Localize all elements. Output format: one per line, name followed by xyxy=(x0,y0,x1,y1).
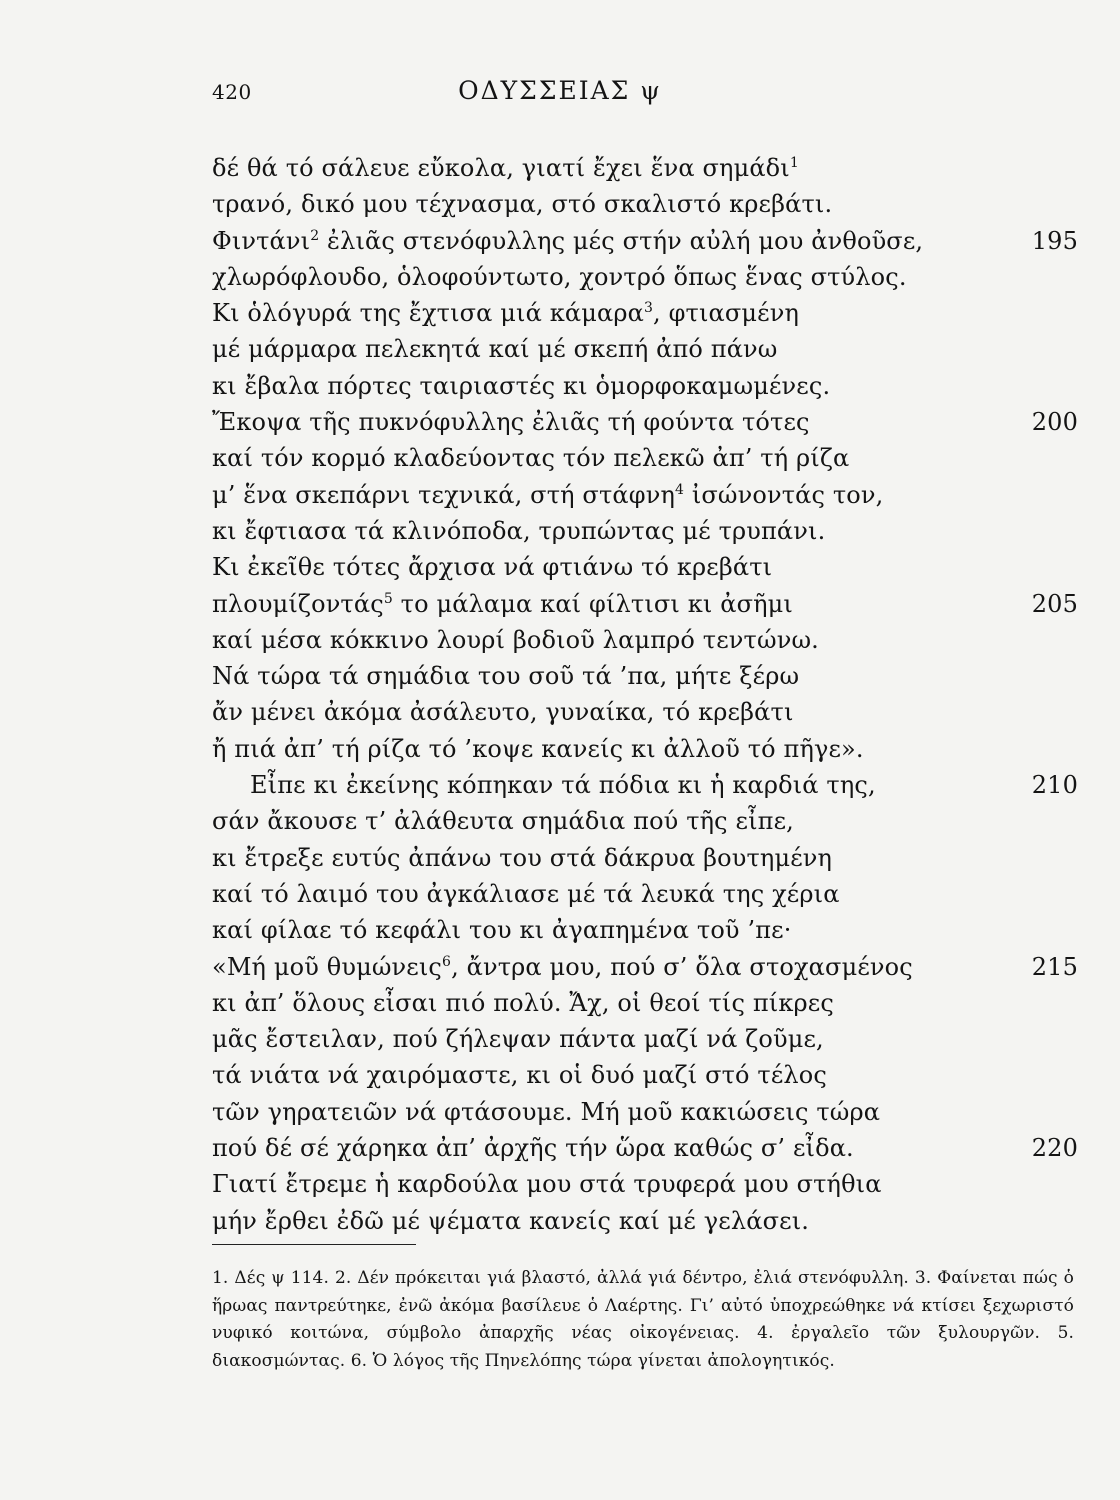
verse-text xyxy=(212,1134,854,1162)
verse-text xyxy=(212,662,799,690)
verse-text xyxy=(212,372,830,400)
verse-text xyxy=(212,590,793,618)
verse-line xyxy=(212,186,1078,222)
poem-text xyxy=(212,150,1078,1239)
verse-fragment: χλωρόφλουδο, ὁλοφούντωτο, χοντρό ὅπως ἕνας στύλος. xyxy=(212,262,907,291)
verse-line xyxy=(212,586,1078,622)
verse-fragment: μήν ἔρθει ἐδῶ μέ ψέματα κανείς καί μέ γελάσει. xyxy=(212,1206,810,1235)
verse-line xyxy=(212,876,1078,912)
verse-fragment: , ἄντρα μου, πού σ’ ὅλα στοχασμένος xyxy=(451,952,913,981)
verse-fragment: Εἶπε κι ἐκείνης κόπηκαν τά πόδια κι ἡ καρδιά της, xyxy=(250,771,876,800)
verse-text xyxy=(212,1170,882,1198)
line-number: 195 xyxy=(1031,226,1078,255)
verse-fragment: σάν ἄκουσε τ’ ἀλάθευτα σημάδια πού τῆς εἶπε, xyxy=(212,807,794,836)
verse-fragment: τά νιάτα νά χαιρόμαστε, κι οἱ δυό μαζί στό τέλος xyxy=(212,1061,827,1090)
verse-text xyxy=(212,626,819,654)
verse-fragment: Φιντάνι xyxy=(212,226,311,255)
verse-line xyxy=(212,404,1078,440)
verse-fragment: κι ἀπ’ ὅλους εἶσαι πιό πολύ. Ἄχ, οἱ θεοί τίς πίκρες xyxy=(212,988,834,1017)
verse-fragment: κι ἔβαλα πόρτες ταιριαστές κι ὁμορφοκαμωμένες. xyxy=(212,371,831,400)
footnotes xyxy=(212,1265,1074,1375)
verse-text xyxy=(212,1061,827,1089)
verse-text xyxy=(212,190,832,218)
verse-line xyxy=(212,150,1078,186)
verse-fragment: τρανό, δικό μου τέχνασμα, στό σκαλιστό κρεβάτι. xyxy=(212,190,833,219)
verse-fragment: καί τόν κορμό κλαδεύοντας τόν πελεκῶ ἀπ’ τή ρίζα xyxy=(212,444,850,473)
verse-fragment: πλουμίζοντάς xyxy=(212,589,384,618)
verse-fragment: καί μέσα κόκκινο λουρί βοδιοῦ λαμπρό τεντώνω. xyxy=(212,625,819,654)
running-title: ΟΔΥΣΣΕΙΑΣ ψ xyxy=(458,76,662,105)
line-number: 215 xyxy=(1031,952,1078,981)
verse-line xyxy=(212,223,1078,259)
verse-fragment: τῶν γηρατειῶν νά φτάσουμε. Μή μοῦ κακιώσεις τώρα xyxy=(212,1097,881,1126)
verse-line xyxy=(212,912,1078,948)
verse-fragment: το μάλαμα καί φίλτισι κι ἀσῆμι xyxy=(392,589,793,618)
verse-line xyxy=(212,295,1078,331)
verse-line xyxy=(212,477,1078,513)
verse-text xyxy=(212,880,840,908)
verse-fragment: μέ μάρμαρα πελεκητά καί μέ σκεπή ἀπό πάνω xyxy=(212,335,778,364)
verse-fragment: ἐλιᾶς στενόφυλλης μές στήν αὐλή μου ἀνθοῦσε, xyxy=(319,226,924,255)
verse-text xyxy=(212,263,907,291)
footnote-marker: 5 xyxy=(383,590,393,607)
footnote-marker: 1 xyxy=(789,155,799,171)
verse-text xyxy=(212,1207,809,1235)
line-number: 200 xyxy=(1031,408,1078,437)
verse-line xyxy=(212,1021,1078,1057)
verse-line xyxy=(212,1203,1078,1239)
footnote-marker: 3 xyxy=(643,300,654,317)
verse-fragment: Ἔκοψα τῆς πυκνόφυλλης ἐλιᾶς τή φούντα τότες xyxy=(212,408,810,437)
verse-line xyxy=(212,368,1078,404)
footnote-marker: 4 xyxy=(674,481,685,498)
verse-line xyxy=(212,513,1078,549)
verse-line xyxy=(212,622,1078,658)
verse-fragment: ἄν μένει ἀκόμα ἀσάλευτο, γυναίκα, τό κρεβάτι xyxy=(212,698,794,727)
verse-line xyxy=(212,1166,1078,1202)
verse-line xyxy=(212,767,1078,803)
verse-line xyxy=(212,694,1078,730)
verse-line xyxy=(212,1094,1078,1130)
verse-text xyxy=(212,1025,824,1053)
verse-fragment: ἰσώνοντάς τον, xyxy=(684,480,884,509)
verse-text xyxy=(212,916,792,944)
verse-line xyxy=(212,803,1078,839)
verse-line xyxy=(212,949,1078,985)
verse-line xyxy=(212,440,1078,476)
verse-line xyxy=(212,259,1078,295)
line-number: 205 xyxy=(1031,589,1078,618)
verse-fragment: κι ἔφτιασα τά κλινόποδα, τρυπώντας μέ τρυπάνι. xyxy=(212,516,826,545)
verse-text xyxy=(212,698,794,726)
verse-text xyxy=(212,335,778,363)
footnote-divider xyxy=(212,1244,416,1245)
verse-fragment: Γιατί ἔτρεμε ἡ καρδούλα μου στά τρυφερά μου στήθια xyxy=(212,1170,882,1199)
verse-text xyxy=(212,408,810,436)
verse-text xyxy=(212,553,772,581)
verse-fragment: Νά τώρα τά σημάδια του σοῦ τά ’πα, μήτε ξέρω xyxy=(212,662,800,691)
verse-text xyxy=(212,953,913,981)
page-header xyxy=(0,76,1120,116)
verse-text xyxy=(212,481,883,509)
verse-fragment: , φτιασμένη xyxy=(653,299,800,328)
verse-text xyxy=(212,444,849,472)
line-number: 220 xyxy=(1031,1134,1078,1163)
verse-line xyxy=(212,658,1078,694)
verse-text xyxy=(212,154,799,182)
verse-line xyxy=(212,1130,1078,1166)
verse-text xyxy=(212,771,876,799)
verse-fragment: «Μή μοῦ θυμώνεις xyxy=(212,952,443,981)
verse-line xyxy=(212,331,1078,367)
footnote-marker: 6 xyxy=(442,953,452,970)
verse-line xyxy=(212,840,1078,876)
verse-text xyxy=(212,1098,880,1126)
verse-text xyxy=(212,299,799,327)
line-number: 210 xyxy=(1031,771,1078,800)
verse-line xyxy=(212,549,1078,585)
verse-text xyxy=(212,844,832,872)
verse-fragment: μᾶς ἔστειλαν, πού ζήλεψαν πάντα μαζί νά ζοῦμε, xyxy=(212,1025,824,1054)
verse-line xyxy=(212,985,1078,1021)
page-number: 420 xyxy=(212,80,252,104)
verse-line xyxy=(212,1057,1078,1093)
verse-text xyxy=(212,807,794,835)
verse-line xyxy=(212,731,1078,767)
verse-text xyxy=(212,735,864,763)
verse-fragment: ἤ πιά ἀπ’ τή ρίζα τό ’κοψε κανείς κι ἀλλοῦ τό πῆγε». xyxy=(212,734,864,763)
verse-fragment: μ’ ἕνα σκεπάρνι τεχνικά, στή στάφνη xyxy=(212,480,675,509)
verse-fragment: κι ἔτρεξε ευτύς ἀπάνω του στά δάκρυα βουτημένη xyxy=(212,843,833,872)
verse-fragment: καί τό λαιμό του ἀγκάλιασε μέ τά λευκά της χέρια xyxy=(212,879,840,908)
verse-fragment: Κι ἐκεῖθε τότες ἄρχισα νά φτιάνω τό κρεβάτι xyxy=(212,553,773,582)
verse-fragment: Κι ὁλόγυρά της ἔχτισα μιά κάμαρα xyxy=(212,299,644,328)
footnote-text: 1. Δές ψ 114. 2. Δέν πρόκειται γιά βλαστό, ἀλλά γιά δέντρο, ἐλιά στενόφυλλη. 3. Φαίνεται πώς ὁ ἥρωας παντρεύτηκε, ἐνῶ ἀκόμα βασίλευε ὁ Λαέρτης. Γι’ αὐτό ὑποχρεώθηκε νά κτίσει ξεχωριστό νυφικό κοιτώνα, σύμβολο ἀπαρχῆς νέας οἰκογένειας. 4. ἐργαλεῖο τῶν ξυλουργῶν. 5. διακοσμώντας. 6. Ὁ λόγος τῆς Πηνελόπης τώρα γίνεται ἀπολογητικός. xyxy=(212,1268,1074,1371)
verse-text xyxy=(212,989,834,1017)
verse-fragment: καί φίλαε τό κεφάλι του κι ἀγαπημένα τοῦ ’πε· xyxy=(212,916,792,945)
verse-fragment: δέ θά τό σάλευε εὔκολα, γιατί ἔχει ἕνα σημάδι xyxy=(212,154,790,182)
footnote-marker: 2 xyxy=(310,227,320,244)
verse-text xyxy=(212,227,923,255)
verse-fragment: πού δέ σέ χάρηκα ἀπ’ ἀρχῆς τήν ὥρα καθώς σ’ εἶδα. xyxy=(212,1134,854,1163)
verse-text xyxy=(212,517,825,545)
